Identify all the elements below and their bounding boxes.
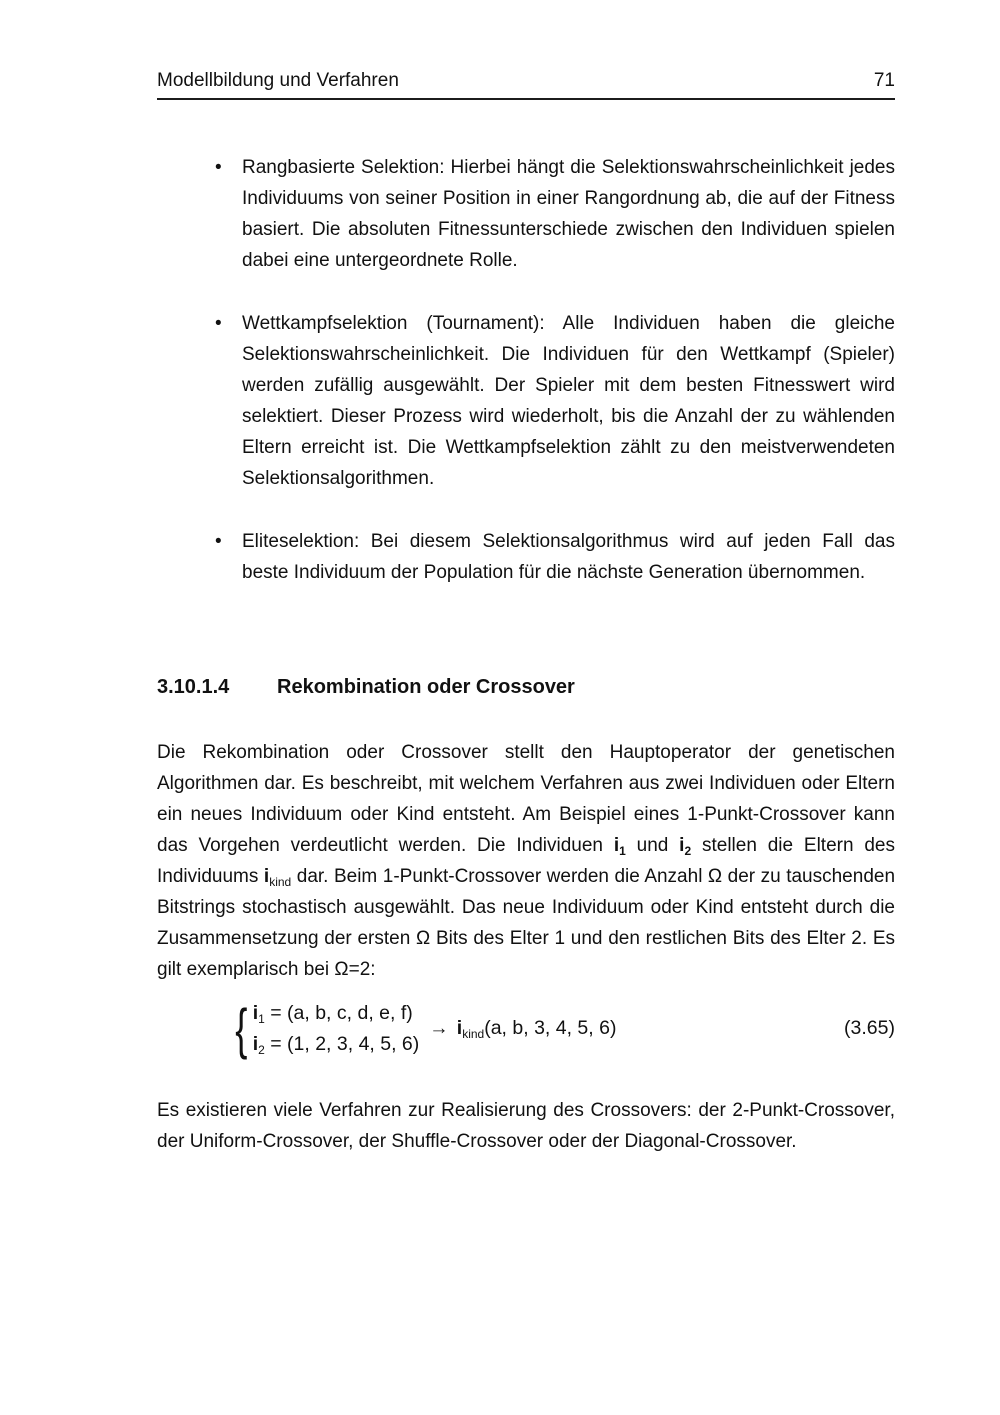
list-item-text: Wettkampfselektion (Tournament): Alle Individuen haben die gleiche Selektionswahrscheinlichkeit. Die Individuen für den Wettkampf (Spieler) werden zufällig ausgewählt. Der Spieler mit dem besten Fitnesswert wird selektiert. Dieser Prozess wird wiederholt, bis die Anzahl der zu wählenden Eltern erreicht ist. Die Wettkampfselektion zählt zu den meistverwendeten Selektionsalgorithmen. bbox=[242, 313, 895, 489]
paragraph-text: Die Rekombination oder Crossover stellt den Hauptoperator der genetischen Algorithmen dar. Es beschreibt, mit welchem Verfahren aus zwei Individuen oder Eltern ein neues Individuum oder Kind entsteht. Am Beispiel eines 1-Punkt-Crossover kann das Vorgehen verdeutlicht werden. Die Individuen bbox=[157, 742, 895, 856]
list-item-eliteselektion bbox=[157, 526, 895, 588]
arrow-right-icon: → bbox=[429, 1017, 449, 1039]
equation-result: $i_{kind}(a$, b, 3, 4, 5, 6) bbox=[456, 1017, 617, 1041]
running-title: Modellbildung und Verfahren bbox=[157, 70, 399, 91]
variable-i2: $i_2$ bbox=[679, 835, 692, 858]
equation-body bbox=[232, 996, 617, 1060]
list-item-text: Eliteselektion: Bei diesem Selektionsalgorithmus wird auf jeden Fall das beste Individuum der Population für die nächste Generation übernommen. bbox=[242, 531, 895, 583]
page-header bbox=[157, 70, 895, 100]
variable-ikind: $i_{kind}$ bbox=[263, 866, 292, 889]
left-brace: { bbox=[235, 996, 248, 1060]
bullet-icon: • bbox=[215, 157, 222, 178]
paragraph-crossover-varianten: Es existieren viele Verfahren zur Realisierung des Crossovers: der 2-Punkt-Crossover, der Uniform-Crossover, der Shuffle-Crossover oder der Diagonal-Crossover. bbox=[157, 1100, 895, 1152]
list-item-wettkampfselektion bbox=[157, 308, 895, 494]
paragraph-text: und bbox=[636, 835, 669, 856]
paragraph-text: stellen die Eltern des Individuums bbox=[157, 835, 895, 887]
equation-number: (3.65) bbox=[844, 1017, 895, 1039]
equation-line-2: $i_2 = (1$, 2, 3, 4, 5, 6) bbox=[252, 1033, 420, 1057]
paragraph-rekombination bbox=[157, 737, 895, 985]
selection-methods-list bbox=[157, 152, 895, 588]
variable-i1: $i_1$ bbox=[613, 835, 626, 858]
equation-line-1: $i_1 = (a$, b, c, d, e, f) bbox=[252, 1002, 413, 1026]
section-heading bbox=[157, 674, 895, 700]
equation-system bbox=[253, 999, 420, 1058]
document-page bbox=[0, 70, 1000, 1415]
equation-3-65 bbox=[157, 996, 895, 1060]
bullet-icon: • bbox=[215, 313, 222, 334]
list-item-rangbasierte-selektion bbox=[157, 152, 895, 276]
page-number: 71 bbox=[873, 70, 895, 91]
section-number: 3.10.1.4 bbox=[157, 676, 230, 698]
list-item-text: Rangbasierte Selektion: Hierbei hängt die Selektionswahrscheinlichkeit jedes Individuums von seiner Position in einer Rangordnung ab, die auf der Fitness basiert. Die absoluten Fitnessunterschiede zwischen den Individuen spielen dabei eine untergeordnete Rolle. bbox=[242, 157, 895, 271]
paragraph-text: dar. Beim 1-Punkt-Crossover werden die Anzahl Ω der zu tauschenden Bitstrings stochastisch ausgewählt. Das neue Individuum oder Kind entsteht durch die Zusammensetzung der ersten Ω Bits des Elter 1 und den restlichen Bits des Elter 2. Es gilt exemplarisch bei Ω=2: bbox=[157, 866, 896, 980]
bullet-icon: • bbox=[215, 531, 222, 552]
section-title: Rekombination oder Crossover bbox=[277, 676, 575, 698]
